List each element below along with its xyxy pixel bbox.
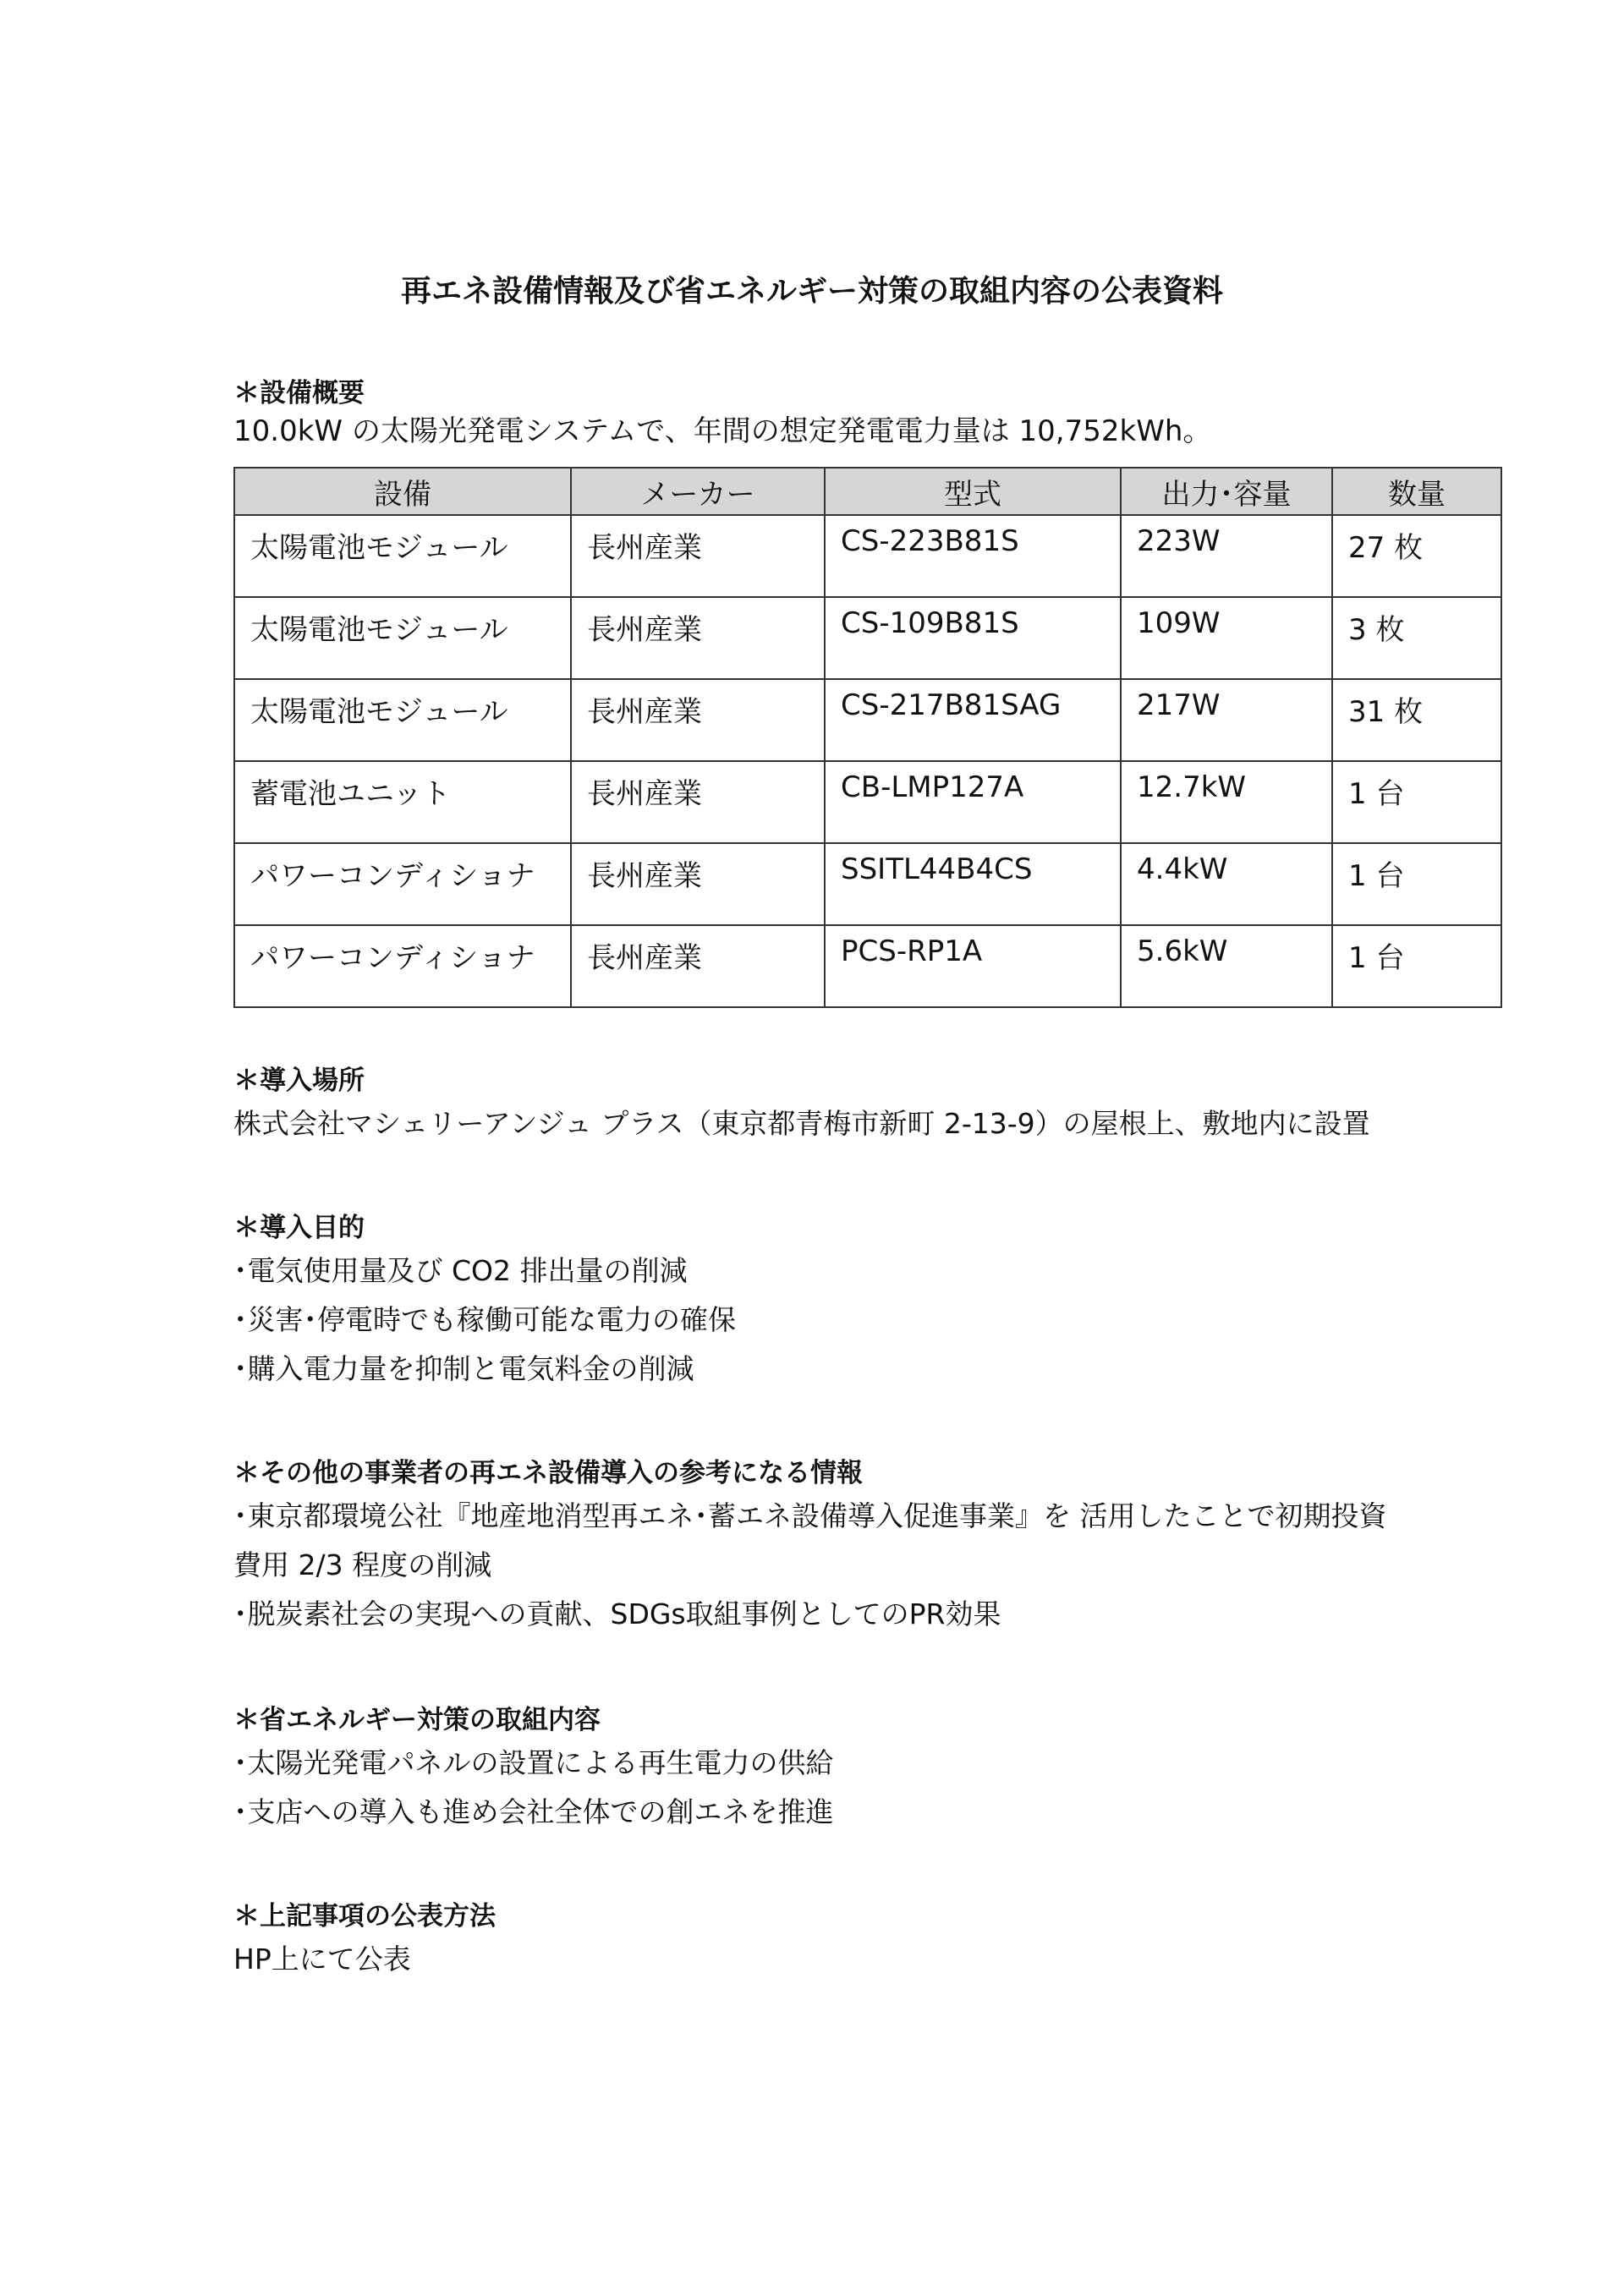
table-row [234, 597, 1501, 679]
header-model: 型式 [825, 468, 1121, 515]
cell-quantity: 27 枚 [1332, 515, 1501, 597]
table-row [234, 843, 1501, 925]
cell-equipment: 太陽電池モジュール [234, 515, 571, 597]
cell-quantity: 1 台 [1332, 925, 1501, 1007]
location-text: 株式会社マシェリーアンジュ プラス（東京都青梅市新町 2-13-9）の屋根上、敷地内に設置 [233, 1107, 1370, 1140]
header-maker: メーカー [571, 468, 825, 515]
cell-model: PCS-RP1A [825, 925, 1121, 1007]
list-item: ･東京都環境公社『地産地消型再エネ･蓄エネ設備導入促進事業』を 活用したことで初期投資 [233, 1499, 1387, 1532]
equipment-table [233, 467, 1502, 1008]
cell-maker: 長州産業 [571, 925, 825, 1007]
cell-model: CS-217B81SAG [825, 679, 1121, 761]
publication-text: HP上にて公表 [233, 1943, 411, 1975]
cell-output: 217W [1121, 679, 1332, 761]
cell-quantity: 1 台 [1332, 843, 1501, 925]
cell-output: 5.6kW [1121, 925, 1332, 1007]
cell-output: 12.7kW [1121, 761, 1332, 843]
cell-model: CS-223B81S [825, 515, 1121, 597]
cell-model: CB-LMP127A [825, 761, 1121, 843]
cell-model: SSITL44B4CS [825, 843, 1121, 925]
table-row [234, 679, 1501, 761]
cell-equipment: 太陽電池モジュール [234, 597, 571, 679]
list-item: 費用 2/3 程度の削減 [233, 1548, 492, 1581]
purpose-heading: ＊導入目的 [233, 1213, 365, 1243]
purpose-section [233, 1209, 1502, 1394]
list-item: ･脱炭素社会の実現への貢献、SDGs取組事例としてのPR効果 [233, 1597, 1001, 1630]
overview-heading: ＊設備概要 [233, 378, 365, 408]
overview-intro: 10.0kW の太陽光発電システムで、年間の想定発電電力量は 10,752kWh。 [233, 414, 1212, 448]
cell-equipment: パワーコンディショナ [234, 925, 571, 1007]
list-item: ･太陽光発電パネルの設置による再生電力の供給 [233, 1746, 834, 1779]
cell-model: CS-109B81S [825, 597, 1121, 679]
list-item: ･支店への導入も進め会社全体での創エネを推進 [233, 1795, 834, 1828]
header-output: 出力･容量 [1121, 468, 1332, 515]
header-quantity: 数量 [1332, 468, 1501, 515]
publication-heading: ＊上記事項の公表方法 [233, 1901, 496, 1932]
overview-section [233, 375, 1502, 451]
cell-maker: 長州産業 [571, 761, 825, 843]
table-header-row [234, 468, 1501, 515]
table-row [234, 925, 1501, 1007]
cell-quantity: 1 台 [1332, 761, 1501, 843]
measures-heading: ＊省エネルギー対策の取組内容 [233, 1705, 601, 1735]
cell-maker: 長州産業 [571, 597, 825, 679]
reference-heading: ＊その他の事業者の再エネ設備導入の参考になる情報 [233, 1458, 863, 1488]
page-title: 再エネ設備情報及び省エネルギー対策の取組内容の公表資料 [400, 274, 1223, 309]
list-item: ･災害･停電時でも稼働可能な電力の確保 [233, 1303, 736, 1336]
reference-section [233, 1455, 1502, 1639]
cell-maker: 長州産業 [571, 843, 825, 925]
cell-quantity: 31 枚 [1332, 679, 1501, 761]
cell-equipment: パワーコンディショナ [234, 843, 571, 925]
cell-equipment: 太陽電池モジュール [234, 679, 571, 761]
cell-equipment: 蓄電池ユニット [234, 761, 571, 843]
cell-output: 223W [1121, 515, 1332, 597]
table-row [234, 515, 1501, 597]
cell-maker: 長州産業 [571, 679, 825, 761]
cell-maker: 長州産業 [571, 515, 825, 597]
list-item: ･購入電力量を抑制と電気料金の削減 [233, 1352, 694, 1385]
location-section [233, 1062, 1502, 1148]
publication-section [233, 1898, 1502, 1984]
measures-section [233, 1701, 1502, 1837]
cell-quantity: 3 枚 [1332, 597, 1501, 679]
header-equipment: 設備 [234, 468, 571, 515]
list-item: ･電気使用量及び CO2 排出量の削減 [233, 1254, 688, 1287]
location-heading: ＊導入場所 [233, 1066, 365, 1096]
cell-output: 4.4kW [1121, 843, 1332, 925]
table-row [234, 761, 1501, 843]
cell-output: 109W [1121, 597, 1332, 679]
